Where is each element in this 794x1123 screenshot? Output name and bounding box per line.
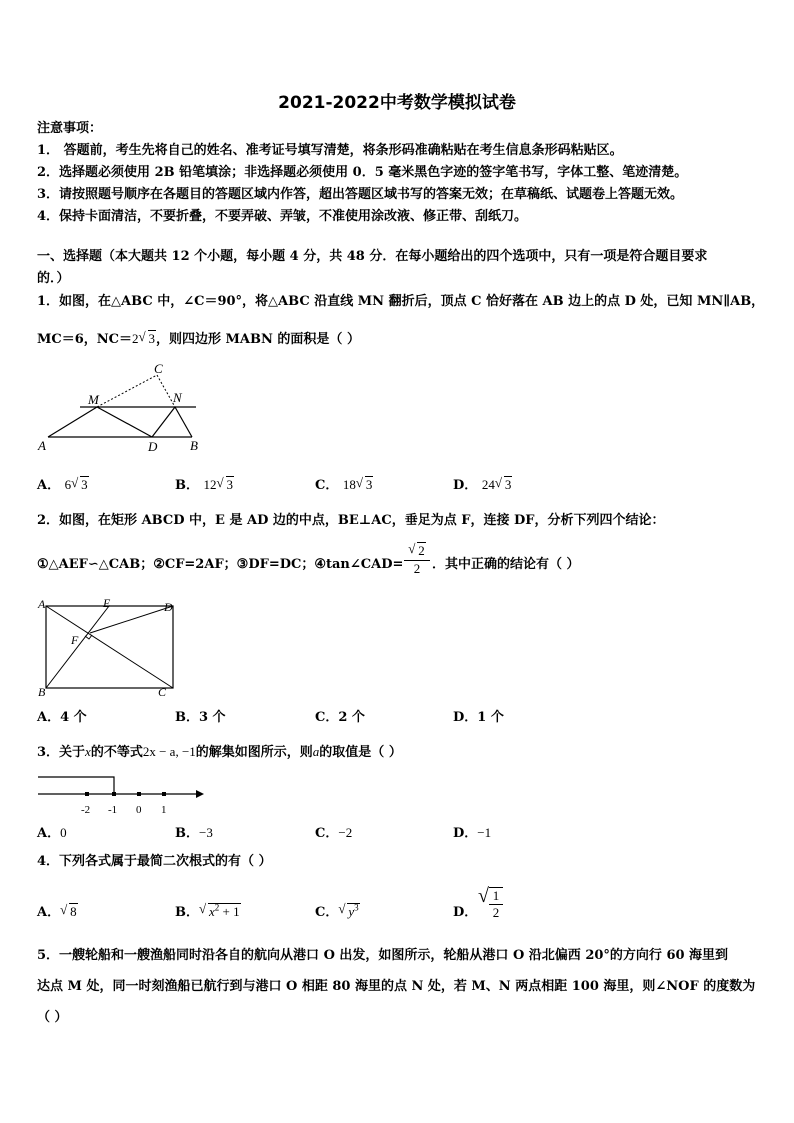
q2-fraction	[404, 543, 430, 577]
q3-var-x: x	[85, 744, 91, 759]
fig2-label-C: C	[158, 685, 167, 699]
q1-radical: √ 3	[138, 329, 156, 346]
fig2-label-F: F	[71, 633, 79, 647]
notice-heading: 注意事项：	[37, 121, 103, 136]
q1-radical-coef: 2	[132, 331, 139, 346]
option-radical: √ 3	[216, 475, 234, 492]
q3-text: 的不等式	[90, 745, 143, 760]
option-radical: √ 3	[494, 475, 512, 492]
q3-tick-label: 0	[136, 804, 142, 816]
option-radicand: 3	[504, 477, 512, 492]
q3-tick-label: -2	[81, 804, 91, 816]
fig2-label-D: D	[164, 600, 173, 614]
q3-tick-label: 1	[161, 804, 167, 816]
q4-frac-numerator: 1	[489, 888, 503, 905]
option-label: C．	[315, 905, 339, 920]
option-label: A．	[37, 826, 61, 841]
q3-option-C[interactable]	[315, 822, 352, 841]
option-label: B．	[175, 478, 199, 493]
q3-text: 的解集如图所示，则	[195, 745, 313, 760]
q2-frac-numerator: 2	[418, 543, 425, 558]
q5-stem-line1: 5．一艘轮船和一艘渔船同时沿各自的航向从港口 O 出发，如图所示，轮船从港口 O 沿北偏西 20°的方向行 60 海里到	[37, 948, 729, 963]
q2-stem-line1: 2．如图，在矩形 ABCD 中，E 是 AD 边的中点，BE⊥AC，垂足为点 F，连接 DF，分析下列四个结论：	[37, 513, 665, 528]
fig1-label-D: D	[148, 439, 158, 454]
q3-option-B[interactable]	[175, 822, 213, 841]
q3-text: 3．关于	[37, 745, 86, 760]
option-exponent: 2	[214, 902, 220, 913]
q1-option-A[interactable]	[37, 474, 89, 493]
q1-option-B[interactable]	[175, 474, 234, 493]
q1-radicand: 3	[148, 331, 156, 346]
option-radicand: 3	[81, 477, 88, 492]
q2-rectangle-figure	[36, 596, 186, 700]
option-value: −1	[477, 825, 492, 840]
q3-var-a: a	[312, 744, 320, 759]
q3-tick-label: -1	[108, 804, 118, 816]
q3-text: 的取值是（ ）	[319, 745, 402, 760]
fig1-label-N: N	[173, 390, 182, 405]
section-heading-cont: 的．）	[37, 271, 70, 286]
q4-option-B[interactable]	[175, 901, 241, 920]
fig2-label-B: B	[38, 685, 46, 699]
q2-option-D[interactable]: D．1 个	[453, 710, 504, 725]
option-label: B．	[175, 905, 199, 920]
q2-frac-denominator: 2	[413, 561, 421, 576]
q1-stem-line2	[37, 330, 360, 349]
option-label: D．	[453, 478, 478, 493]
q3-stem	[37, 743, 402, 762]
option-value: −2	[338, 825, 353, 840]
q4-option-C[interactable]	[315, 901, 360, 920]
fig2-label-A: A	[38, 597, 46, 611]
q1-stem-tail: ，则四边形 MABN 的面积是（ ）	[156, 332, 360, 347]
option-coef: 24	[481, 477, 495, 492]
option-tail: + 1	[219, 904, 240, 919]
section-heading: 一、选择题（本大题共 12 个小题，每小题 4 分，共 48 分．在每小题给出的四个选项中，只有一项是符合题目要求	[37, 249, 708, 264]
option-label: C．	[315, 478, 339, 493]
option-label: A．	[37, 478, 61, 493]
option-coef: 12	[203, 477, 217, 492]
fig1-label-B: B	[190, 438, 198, 453]
q3-number-line	[36, 770, 211, 818]
option-radical: √ $x^2 + 1$	[199, 900, 240, 919]
option-radical: √ 8	[60, 902, 77, 919]
q2-stem-text: ①△AEF∽△CAB；②CF=2AF；③DF=DC；④tan∠CAD=	[37, 557, 404, 572]
q1-stem-line1: 1．如图，在△ABC 中，∠C＝90°，将△ABC 沿直线 MN 翻折后，顶点 C 恰好落在 AB 边上的点 D 处，已知 MN∥AB，	[37, 294, 765, 309]
option-radical: √ $y^3$	[338, 900, 359, 919]
q3-option-D[interactable]	[453, 822, 491, 841]
q2-option-C[interactable]: C．2 个	[315, 710, 365, 725]
fig2-label-E: E	[103, 596, 111, 610]
q4-option-A[interactable]	[37, 901, 78, 920]
fig1-label-C: C	[154, 361, 163, 376]
fig1-label-A: A	[38, 438, 46, 453]
q1-stem-text: MC＝6，NC＝	[37, 332, 133, 347]
option-radical: √ 3	[71, 475, 88, 492]
option-label: D．	[453, 905, 478, 920]
q5-stem-line3: （ ）	[37, 1010, 68, 1025]
q4-option-D[interactable]	[453, 901, 477, 920]
option-coef: 18	[342, 477, 356, 492]
notice-item-4: 4．保持卡面清洁，不要折叠，不要弄破、弄皱，不准使用涂改液、修正带、刮纸刀。	[37, 209, 528, 224]
q1-triangle-figure	[30, 360, 210, 460]
option-radical: √ 3	[355, 475, 373, 492]
fig1-label-M: M	[88, 392, 99, 407]
q4-frac-denominator: 2	[492, 905, 500, 920]
q1-option-D[interactable]	[453, 474, 512, 493]
option-radicand: 3	[365, 477, 373, 492]
q2-frac-radical: √ 2	[408, 541, 425, 558]
option-coef: 6	[64, 477, 72, 492]
page-title: 2021-2022中考数学模拟试卷	[278, 93, 516, 113]
q2-stem-tail: ．其中正确的结论有（ ）	[432, 557, 580, 572]
q2-option-A[interactable]: A．4 个	[37, 710, 87, 725]
option-label: D．	[453, 826, 478, 841]
q2-stem-line2	[37, 556, 403, 574]
option-base: y	[348, 904, 355, 919]
option-base: x	[209, 904, 215, 919]
q3-inequality: 2x − a, −1	[142, 744, 196, 759]
q3-option-A[interactable]	[37, 822, 67, 841]
q2-option-B[interactable]: B．3 个	[175, 710, 226, 725]
option-label: C．	[315, 826, 339, 841]
q4-option-D-fraction	[489, 887, 503, 921]
option-label: B．	[175, 826, 199, 841]
q5-stem-line2: 达点 M 处，同一时刻渔船已航行到与港口 O 相距 80 海里的点 N 处，若 M、N 两点相距 100 海里，则∠NOF 的度数为	[37, 979, 756, 994]
notice-item-2: 2．选择题必须使用 2B 铅笔填涂；非选择题必须使用 0．5 毫米黑色字迹的签字笔书写，字体工整、笔迹清楚。	[37, 165, 688, 180]
option-radicand: 3	[226, 477, 234, 492]
notice-item-3: 3．请按照题号顺序在各题目的答题区域内作答，超出答题区域书写的答案无效；在草稿纸、试题卷上答题无效。	[37, 187, 684, 202]
option-radicand: 8	[70, 904, 77, 919]
option-exponent: 3	[354, 902, 359, 913]
q4-stem: 4．下列各式属于最简二次根式的有（ ）	[37, 854, 272, 869]
q1-option-C[interactable]	[315, 474, 373, 493]
notice-item-1: 1． 答题前，考生先将自己的姓名、准考证号填写清楚，将条形码准确粘贴在考生信息条形码粘贴区。	[37, 143, 623, 158]
q4-option-D-radical-sign: √	[478, 885, 489, 907]
option-value: 0	[60, 825, 67, 840]
option-label: A．	[37, 905, 61, 920]
option-value: −3	[199, 825, 213, 840]
